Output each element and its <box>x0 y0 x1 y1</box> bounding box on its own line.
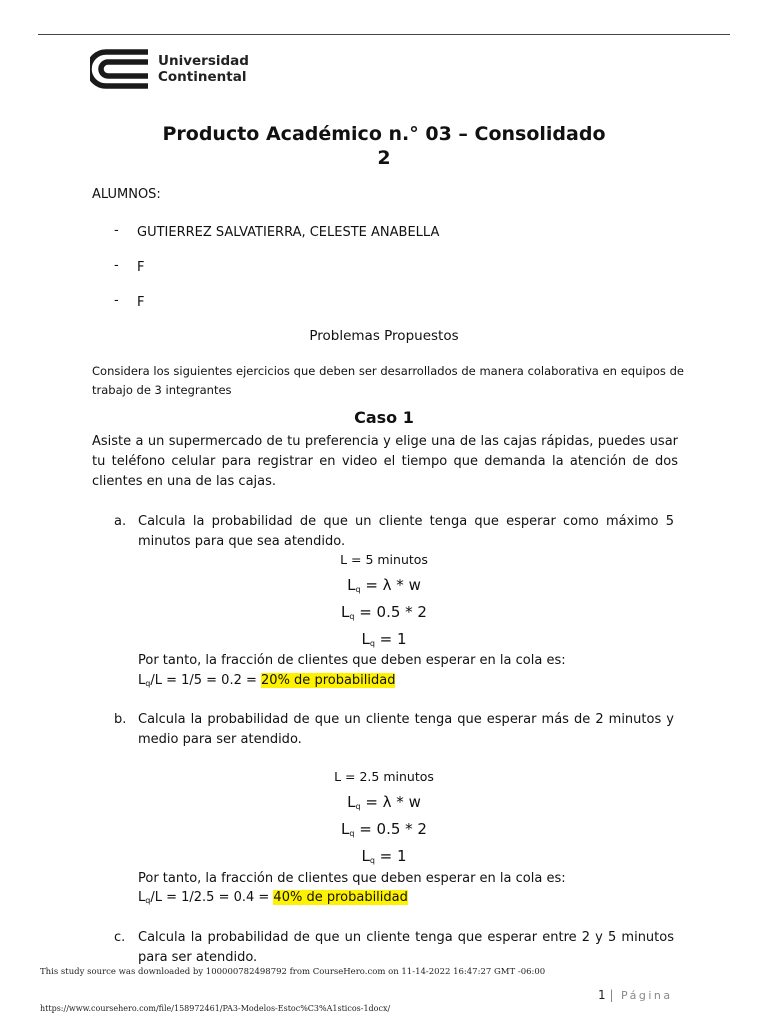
logo-text <box>158 53 249 85</box>
intro-paragraph: Considera los siguientes ejercicios que deben ser desarrollados de manera colaborativa en equipos de trabajo de 3 integrantes <box>92 364 684 397</box>
equation-b-3: $L_q = 0.5 * 2$ <box>341 820 427 838</box>
conclusion-b: Por tanto, la fracción de clientes que deben esperar en la cola es: <box>138 871 566 886</box>
question-c <box>114 928 674 968</box>
case-title: Caso 1 <box>354 408 414 427</box>
document-title <box>0 122 768 170</box>
equation-a-1: L = 5 minutos <box>340 552 428 567</box>
page-number: 1 | <box>598 988 614 1002</box>
equation-a-2: $L_q = \lambda * w$ <box>347 576 421 594</box>
student-bullet: - <box>114 293 119 308</box>
question-text: Calcula la probabilidad de que un cliente tenga que esperar más de 2 minutos y medio para ser atendido. <box>138 712 674 747</box>
question-marker: b. <box>114 712 127 727</box>
student-bullet: - <box>114 258 119 273</box>
question-marker: a. <box>114 514 127 529</box>
question-marker: c. <box>114 930 126 945</box>
result-a-highlight: 20% de probabilidad <box>261 673 396 688</box>
student-name-2: F <box>137 260 145 275</box>
case-description: Asiste a un supermercado de tu preferencia y elige una de las cajas rápidas, puedes usar tu teléfono celular para registrar en video el tiempo que demanda la atención de dos clientes en una de las cajas. <box>92 434 678 489</box>
equation-b-4: $L_q = 1$ <box>361 847 407 865</box>
source-url[interactable]: https://www.coursehero.com/file/158972461/PA3-Modelos-Estoc%C3%A1sticos-1docx/ <box>40 1004 391 1013</box>
question-text: Calcula la probabilidad de que un cliente tenga que esperar como máximo 5 minutos para que sea atendido. <box>138 514 674 549</box>
result-b-highlight: 40% de probabilidad <box>273 890 408 905</box>
students-heading: ALUMNOS: <box>92 187 161 202</box>
equation-a-3: $L_q = 0.5 * 2$ <box>341 603 427 621</box>
equation-b-2: $L_q = \lambda * w$ <box>347 793 421 811</box>
page-word: Página <box>621 989 673 1002</box>
student-name-1: GUTIERREZ SALVATIERRA, CELESTE ANABELLA <box>137 225 440 240</box>
equation-a-4: $L_q = 1$ <box>361 630 407 648</box>
equation-b-1: L = 2.5 minutos <box>334 769 434 784</box>
university-logo <box>90 48 249 90</box>
continental-emblem-icon <box>90 48 152 90</box>
question-text: Calcula la probabilidad de que un cliente tenga que esperar entre 2 y 5 minutos para ser atendido. <box>138 930 674 965</box>
section-title: Problemas Propuestos <box>309 328 459 344</box>
student-name-3: F <box>137 295 145 310</box>
header-rule <box>38 34 730 35</box>
question-b <box>114 710 674 750</box>
result-a: $L_q/L = 1/5 = 0.2 = 20\%$ de probabilidad <box>138 673 396 688</box>
download-note: This study source was downloaded by 100000782498792 from CourseHero.com on 11-14-2022 16:47:27 GMT -06:00 <box>40 967 546 977</box>
title-line-1: Producto Académico n.° 03 – Consolidado <box>162 123 606 145</box>
logo-line-1: Universidad <box>158 53 249 69</box>
student-bullet: - <box>114 223 119 238</box>
title-line-2: 2 <box>377 147 391 169</box>
question-a <box>114 512 674 552</box>
result-b: $L_q/L = 1/2.5 = 0.4 = 40\%$ de probabilidad <box>138 890 408 905</box>
logo-line-2: Continental <box>158 69 247 85</box>
conclusion-a: Por tanto, la fracción de clientes que deben esperar en la cola es: <box>138 653 566 668</box>
